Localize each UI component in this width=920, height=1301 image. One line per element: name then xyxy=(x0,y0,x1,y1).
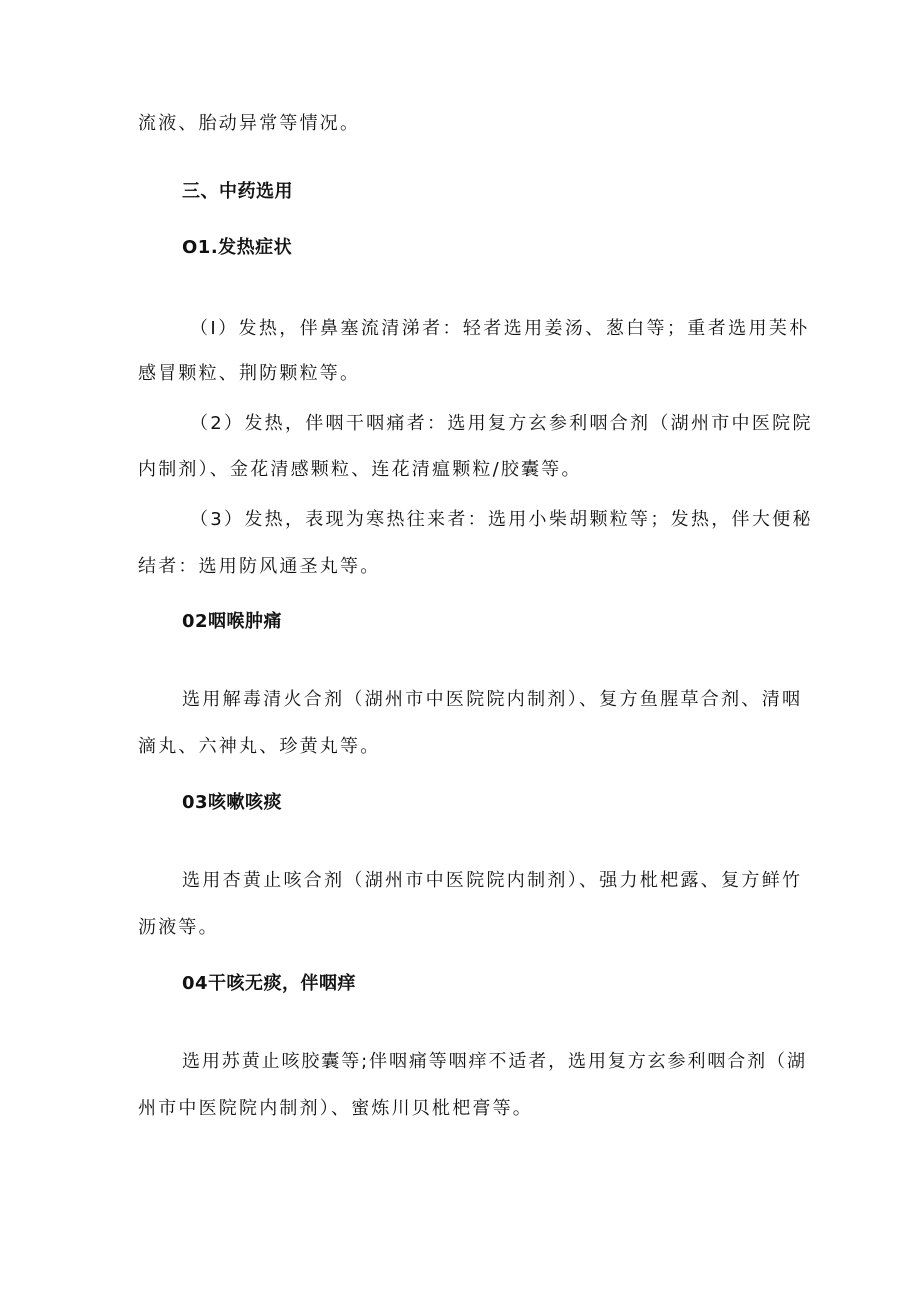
heading-fever: O1.发热症状 xyxy=(182,237,293,258)
paragraph-line: （I）发热，伴鼻塞流清涕者：轻者选用姜汤、葱白等；重者选用芙朴 xyxy=(190,318,810,339)
heading-cough: 03咳嗽咳痰 xyxy=(182,792,283,813)
paragraph-line: 选用苏黄止咳胶囊等;伴咽痛等咽痒不适者，选用复方玄参利咽合剂（湖 xyxy=(182,1051,807,1072)
paragraph-line: 内制剂）、金花清感颗粒、连花清瘟颗粒/胶囊等。 xyxy=(138,459,582,480)
paragraph-line: （3）发热，表现为寒热往来者：选用小柴胡颗粒等；发热，伴大便秘 xyxy=(190,509,813,530)
paragraph-line: 感冒颗粒、荆防颗粒等。 xyxy=(138,363,361,384)
heading-sore-throat: 02咽喉肿痛 xyxy=(182,611,283,632)
paragraph-line: 结者：选用防风通圣丸等。 xyxy=(138,556,381,577)
paragraph-line: （2）发热，伴咽干咽痛者：选用复方玄参利咽合剂（湖州市中医院院 xyxy=(190,413,813,434)
paragraph-line: 选用杏黄止咳合剂（湖州市中医院院内制剂）、强力枇杷露、复方鲜竹 xyxy=(182,870,803,891)
heading-dry-cough: 04干咳无痰，伴咽痒 xyxy=(182,973,357,994)
paragraph-line: 滴丸、六神丸、珍黄丸等。 xyxy=(138,736,381,757)
paragraph-line: 州市中医院院内制剂）、蜜炼川贝枇杷膏等。 xyxy=(138,1098,533,1119)
paragraph-line: 流液、胎动异常等情况。 xyxy=(138,113,361,134)
section-title: 三、中药选用 xyxy=(182,181,293,202)
paragraph-line: 选用解毒清火合剂（湖州市中医院院内制剂）、复方鱼腥草合剂、清咽 xyxy=(182,689,803,710)
paragraph-line: 沥液等。 xyxy=(138,917,219,938)
